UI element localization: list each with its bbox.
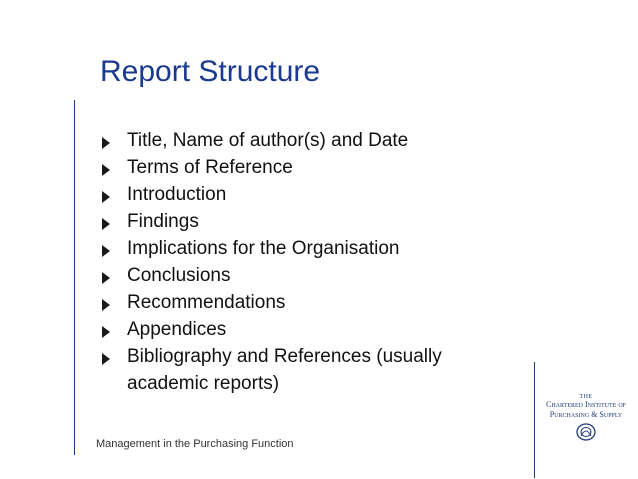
square-bullet-icon (102, 164, 110, 176)
list-item (100, 316, 500, 343)
list-item (100, 127, 500, 154)
list-item (100, 235, 500, 262)
bullet-list (100, 127, 500, 397)
logo-line-the: THE (579, 394, 593, 400)
logo-line-purchasing: Purchasing & Supply (549, 410, 623, 419)
list-item-text: Conclusions (127, 265, 231, 286)
list-item-text: Title, Name of author(s) and Date (127, 130, 409, 151)
list-item-text: Bibliography and References (usually academic reports) (127, 346, 442, 394)
institute-logo (538, 394, 634, 442)
list-item-text: Findings (127, 211, 199, 232)
left-divider-line (74, 100, 75, 455)
list-item-text: Terms of Reference (127, 157, 293, 178)
square-bullet-icon (102, 245, 110, 257)
list-item (100, 262, 500, 289)
list-item-text: Implications for the Organisation (127, 238, 400, 259)
slide-title: Report Structure (100, 55, 321, 88)
square-bullet-icon (102, 326, 110, 338)
square-bullet-icon (102, 218, 110, 230)
slide-footer: Management in the Purchasing Function (96, 438, 294, 450)
square-bullet-icon (102, 191, 110, 203)
square-bullet-icon (102, 272, 110, 284)
logo-line-institute: Chartered Institute of (546, 400, 626, 409)
right-divider-line (534, 362, 535, 478)
list-item (100, 154, 500, 181)
list-item-text: Introduction (127, 184, 227, 205)
square-bullet-icon (102, 353, 110, 365)
list-item (100, 289, 500, 316)
list-item-text: Recommendations (127, 292, 286, 313)
square-bullet-icon (102, 299, 110, 311)
square-bullet-icon (102, 137, 110, 149)
list-item (100, 181, 500, 208)
list-item (100, 208, 500, 235)
list-item-text: Appendices (127, 319, 227, 340)
institute-emblem-icon (575, 422, 597, 442)
list-item (100, 343, 500, 397)
